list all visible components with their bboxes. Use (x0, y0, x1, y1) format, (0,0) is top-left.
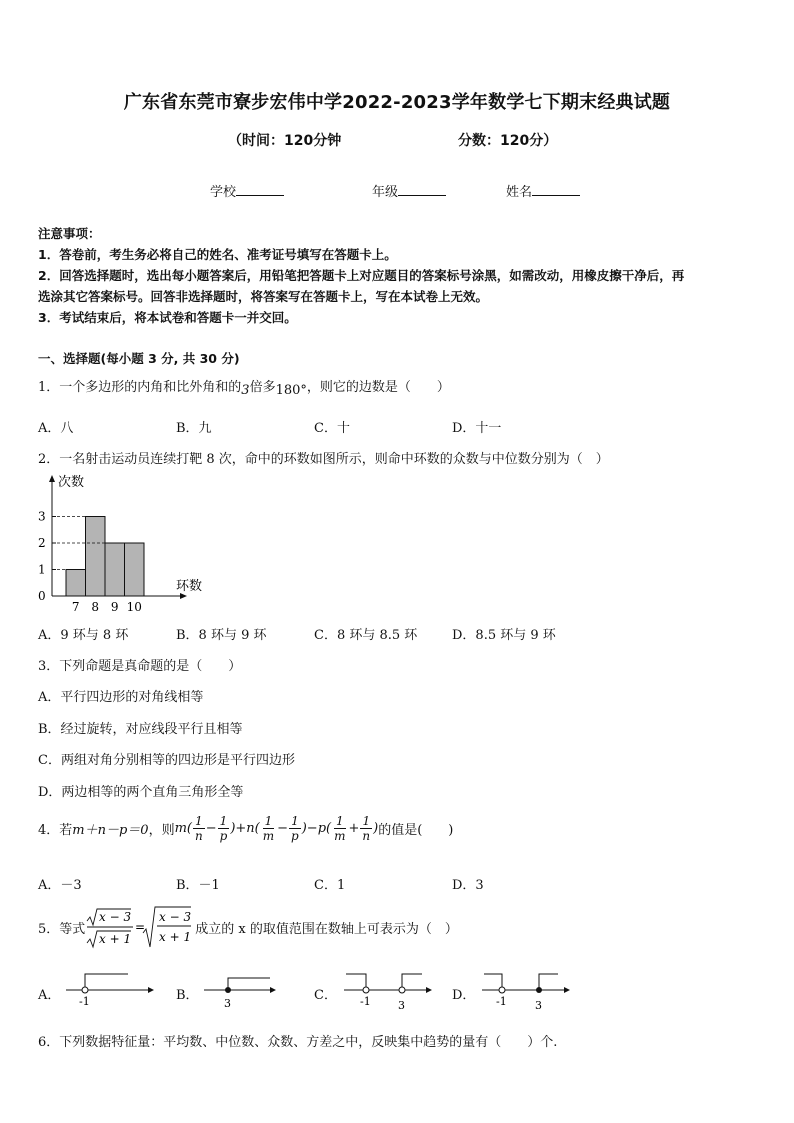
q2-option-b[interactable]: B．8 环与 9 环 (176, 628, 267, 643)
label-three: 3 (224, 997, 231, 1010)
histogram-bar (125, 543, 145, 596)
svg-text:x + 1: x + 1 (99, 932, 132, 946)
q4-text-a: 4．若 (38, 823, 73, 838)
q4-option-d[interactable]: D．3 (452, 878, 484, 893)
histogram-bar (105, 543, 125, 596)
q5-equation (85, 905, 195, 949)
school-label: 学校 (210, 185, 237, 200)
question-2-stem: 2．一名射击运动员连续打靶 8 次，命中的环数如图所示，则命中环数的众数与中位数分别为（ ） (38, 452, 609, 467)
question-1-stem (38, 376, 450, 398)
grade-field (372, 181, 446, 200)
q3-option-b[interactable]: B．经过旋转，对应线段平行且相等 (38, 722, 243, 737)
q2-option-a[interactable]: A．9 环与 8 环 (38, 628, 129, 643)
y-tick-label: 2 (38, 536, 46, 550)
exam-time: （时间：120分钟 (228, 133, 342, 149)
svg-text:=: = (135, 920, 146, 934)
school-blank (236, 183, 284, 196)
grade-blank (398, 183, 446, 196)
svg-text:x − 3: x − 3 (159, 910, 192, 924)
q5-option-b[interactable]: B． (176, 988, 199, 1003)
histogram-chart (30, 470, 230, 620)
notice-heading: 注意事项： (38, 226, 101, 241)
grade-label: 年级 (372, 185, 399, 200)
notice-item-1: 1．答卷前，考生务必将自己的姓名、准考证号填写在答题卡上。 (38, 247, 397, 262)
q4-condition: m＋n－p＝0 (72, 823, 149, 838)
question-5-stem (38, 905, 458, 949)
q3-option-d[interactable]: D．两边相等的两个直角三角形全等 (38, 785, 244, 800)
q5-numberline-d (476, 968, 576, 1010)
question-3-stem: 3．下列命题是真命题的是（ ） (38, 659, 242, 674)
q2-option-c[interactable]: C．8 环与 8.5 环 (314, 628, 418, 643)
q2-option-d[interactable]: D．8.5 环与 9 环 (452, 628, 556, 643)
q5-numberline-b (196, 968, 286, 1010)
label-minus-one: -1 (79, 995, 90, 1008)
name-field (506, 181, 580, 200)
q1-three: 3 (241, 383, 250, 398)
q1-degree: 180° (275, 383, 307, 398)
q5-option-c[interactable]: C． (314, 988, 337, 1003)
x-tick-label: 10 (126, 600, 142, 614)
x-tick-label: 9 (110, 600, 119, 614)
exam-title: 广东省东莞市寮步宏伟中学2022-2023学年数学七下期末经典试题 (123, 92, 671, 113)
question-4-stem (38, 814, 453, 843)
q4-option-c[interactable]: C．1 (314, 878, 346, 893)
q4-option-b[interactable]: B．－1 (176, 878, 220, 893)
label-three: 3 (398, 999, 405, 1010)
name-blank (532, 183, 580, 196)
x-tick-label: 8 (91, 600, 100, 614)
notice-item-2a: 2．回答选择题时，选出每小题答案后，用铅笔把答题卡上对应题目的答案标号涂黑，如需改动，用橡皮擦干净后，再 (38, 268, 685, 283)
label-minus-one: -1 (496, 995, 507, 1008)
q4-text-b: ，则 (148, 823, 175, 838)
q5-option-a[interactable]: A． (38, 988, 61, 1003)
q1-text-c: ，则它的边数是（ ） (306, 380, 450, 395)
q1-option-b[interactable]: B．九 (176, 421, 212, 436)
q1-option-c[interactable]: C．十 (314, 421, 350, 436)
q5-option-d[interactable]: D． (452, 988, 476, 1003)
histogram-bar (66, 570, 86, 597)
notice-item-3: 3．考试结束后，将本试卷和答题卡一并交回。 (38, 310, 297, 325)
q5-numberline-c (338, 968, 438, 1010)
q4-option-a[interactable]: A．－3 (38, 878, 82, 893)
q5-text-b: 成立的 x 的取值范围在数轴上可表示为（ ） (195, 921, 458, 937)
x-tick-label: 7 (71, 600, 80, 614)
y-tick-label: 0 (38, 589, 46, 603)
y-tick-label: 3 (38, 509, 46, 524)
histogram-bar (86, 517, 106, 597)
q5-text-a: 5．等式 (38, 921, 86, 937)
section-heading: 一、选择题(每小题 3 分, 共 30 分) (38, 351, 240, 366)
y-axis-arrow (49, 475, 55, 482)
label-minus-one: -1 (360, 995, 371, 1008)
y-axis-label: 次数 (58, 475, 85, 490)
q1-text-b: 倍多 (249, 380, 276, 395)
q1-option-a[interactable]: A．八 (38, 421, 74, 436)
question-6-stem: 6．下列数据特征量：平均数、中位数、众数、方差之中，反映集中趋势的量有（ ）个. (38, 1035, 558, 1050)
q3-option-a[interactable]: A．平行四边形的对角线相等 (38, 690, 204, 705)
q4-expression: m( $\frac{1}{n}$ − $\frac{1}{p}$ )+n( $\frac{1}{m}$ − $\frac{1}{p}$ )−p( $\frac{1}{m}$ + $\frac{1}{n}$ ) (174, 814, 379, 843)
svg-text:x − 3: x − 3 (99, 910, 132, 924)
label-three: 3 (535, 999, 542, 1010)
q4-text-c: 的值是( ) (378, 823, 454, 838)
x-axis-label: 环数 (176, 579, 203, 594)
name-label: 姓名 (506, 185, 533, 200)
q5-numberline-a (58, 968, 158, 1010)
q1-text-a: 1．一个多边形的内角和比外角和的 (38, 380, 242, 395)
q1-option-d[interactable]: D．十一 (452, 421, 502, 436)
exam-score: 分数：120分） (458, 133, 558, 149)
notice-item-2b: 选涂其它答案标号。回答非选择题时，将答案写在答题卡上，写在本试卷上无效。 (38, 289, 489, 304)
y-tick-label: 1 (38, 562, 46, 577)
svg-text:x + 1: x + 1 (159, 930, 192, 944)
q3-option-c[interactable]: C．两组对角分别相等的四边形是平行四边形 (38, 753, 295, 768)
school-field (210, 181, 284, 200)
